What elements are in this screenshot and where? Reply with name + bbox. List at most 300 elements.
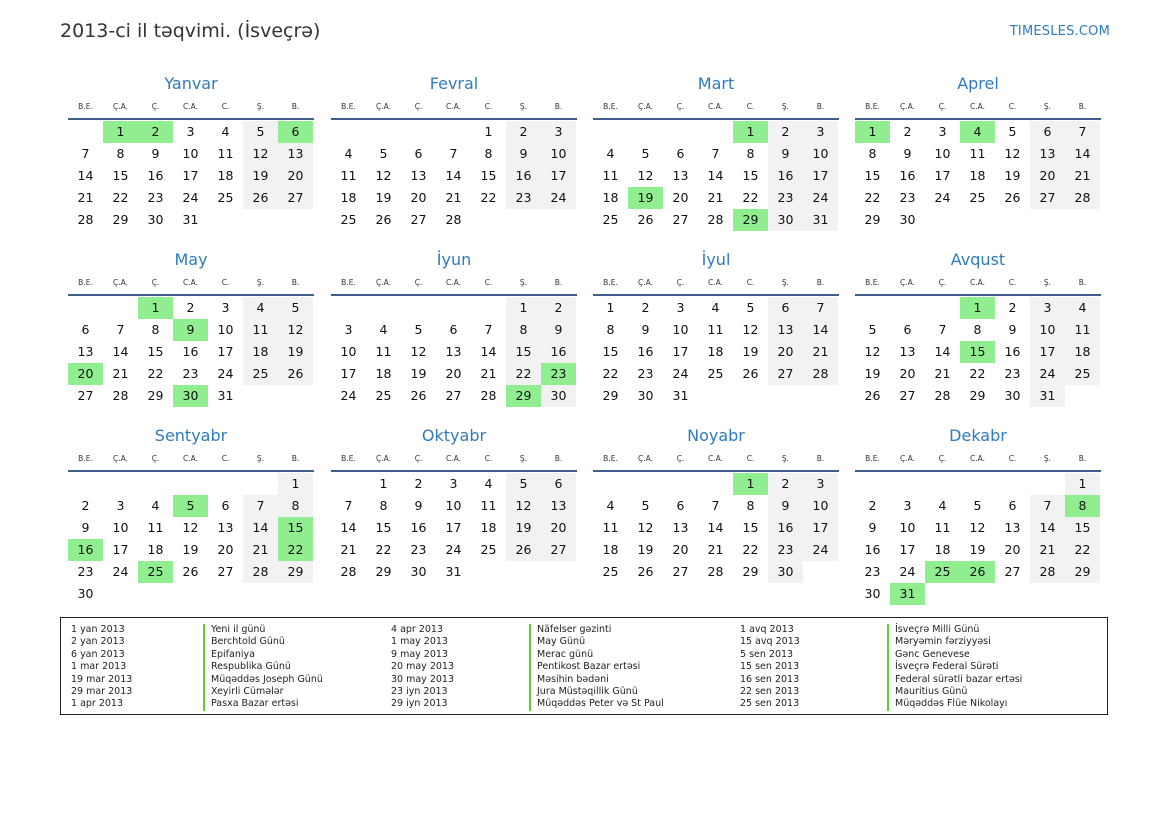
day-cell: 12: [1004, 146, 1021, 161]
holiday-day-cell: 29: [733, 209, 768, 231]
day-cell: 7: [81, 146, 90, 161]
day-cell: 25: [375, 388, 392, 403]
legend-date: 30 may 2013: [391, 673, 455, 685]
day-cell: 6: [221, 498, 230, 513]
day-cell: 6: [541, 473, 576, 495]
day-cell: 16: [1004, 344, 1021, 359]
day-cell: 4: [606, 498, 615, 513]
weekday-label: Ş.: [256, 454, 265, 463]
holiday-day-cell: 1: [138, 297, 173, 319]
weekday-label: C.A.: [969, 102, 985, 111]
day-cell: 24: [899, 564, 916, 579]
weekday-label: B.E.: [78, 102, 93, 111]
day-cell: 15: [375, 520, 392, 535]
weekday-label: Ç.A.: [899, 278, 915, 287]
day-cell: 5: [973, 498, 982, 513]
day-cell: 8: [379, 498, 388, 513]
day-cell: 4: [221, 124, 230, 139]
weekday-label: Ş.: [256, 278, 265, 287]
day-cell: 17: [672, 344, 689, 359]
day-cell: 29: [278, 561, 313, 583]
day-cell: 25: [1065, 363, 1100, 385]
day-cell: 6: [81, 322, 90, 337]
day-cell: 13: [768, 319, 803, 341]
day-cell: 26: [278, 363, 313, 385]
weekday-label: Ç.: [938, 278, 947, 287]
day-cell: 22: [480, 190, 497, 205]
day-cell: 11: [243, 319, 278, 341]
day-cell: 19: [1004, 168, 1021, 183]
holiday-legend: [60, 617, 1108, 715]
weekday-label: C.: [484, 278, 493, 287]
day-cell: 13: [410, 168, 427, 183]
weekday-label: Ç.A.: [637, 102, 653, 111]
day-cell: 14: [803, 319, 838, 341]
day-cell: 12: [243, 143, 278, 165]
weekday-label: B.: [554, 102, 563, 111]
day-cell: 22: [506, 363, 541, 385]
day-cell: 8: [116, 146, 125, 161]
day-cell: 29: [742, 564, 759, 579]
weekday-label: C.: [1008, 454, 1017, 463]
day-cell: 2: [414, 476, 423, 491]
day-cell: 30: [541, 385, 576, 407]
weekday-label: Ç.A.: [637, 454, 653, 463]
holiday-day-cell: 1: [733, 121, 768, 143]
legend-dates-col: [71, 624, 132, 711]
day-cell: 21: [934, 366, 951, 381]
day-cell: 8: [278, 495, 313, 517]
day-cell: 22: [602, 366, 619, 381]
day-cell: 21: [1065, 165, 1100, 187]
legend-date: 16 sen 2013: [740, 673, 800, 685]
holiday-day-cell: 29: [506, 385, 541, 407]
day-cell: 4: [151, 498, 160, 513]
holiday-day-cell: 1: [103, 121, 138, 143]
day-cell: 16: [147, 168, 164, 183]
day-cell: 27: [768, 363, 803, 385]
day-cell: 24: [672, 366, 689, 381]
day-cell: 21: [480, 366, 497, 381]
day-cell: 20: [410, 190, 427, 205]
day-cell: 21: [803, 341, 838, 363]
day-cell: 14: [243, 517, 278, 539]
weekday-label: Ş.: [781, 278, 790, 287]
day-cell: 30: [77, 586, 94, 601]
site-link[interactable]: TIMESLES.COM: [1009, 24, 1110, 39]
day-cell: 23: [768, 539, 803, 561]
legend-holiday-name: Respublika Günü: [211, 661, 291, 673]
month-divider: [855, 294, 1101, 296]
day-cell: 21: [340, 542, 357, 557]
day-cell: 1: [379, 476, 388, 491]
legend-holiday-name: Pentikost Bazar ertəsi: [537, 661, 641, 673]
day-cell: 22: [864, 190, 881, 205]
weekday-label: B.E.: [78, 454, 93, 463]
weekday-label: Ş.: [1043, 102, 1052, 111]
day-cell: 31: [217, 388, 234, 403]
weekday-label: B.: [1078, 102, 1087, 111]
day-cell: 16: [637, 344, 654, 359]
day-cell: 5: [1008, 124, 1017, 139]
day-cell: 12: [506, 495, 541, 517]
weekday-label: B.: [291, 454, 300, 463]
day-cell: 3: [344, 322, 353, 337]
day-cell: 30: [768, 209, 803, 231]
day-cell: 9: [641, 322, 650, 337]
legend-holiday-name: Yeni il günü: [211, 624, 266, 635]
day-cell: 7: [803, 297, 838, 319]
day-cell: 18: [480, 520, 497, 535]
day-cell: 25: [602, 564, 619, 579]
weekday-label: B.E.: [341, 454, 356, 463]
holiday-day-cell: 1: [733, 473, 768, 495]
month-divider: [593, 294, 839, 296]
day-cell: 10: [672, 322, 689, 337]
day-cell: 14: [112, 344, 129, 359]
legend-holiday-name: Merac günü: [537, 648, 594, 660]
weekday-label: C.A.: [445, 278, 461, 287]
day-cell: 2: [186, 300, 195, 315]
day-cell: 20: [445, 366, 462, 381]
day-cell: 17: [1030, 341, 1065, 363]
day-cell: 11: [480, 498, 497, 513]
weekday-label: C.A.: [445, 102, 461, 111]
day-cell: 11: [375, 344, 392, 359]
day-cell: 23: [768, 187, 803, 209]
day-cell: 10: [541, 143, 576, 165]
day-cell: 9: [768, 495, 803, 517]
legend-holiday-name: Müqəddəs Flüe Nikolayı: [895, 698, 1008, 710]
day-cell: 26: [637, 212, 654, 227]
day-cell: 25: [340, 212, 357, 227]
weekday-label: Ç.: [938, 102, 947, 111]
weekday-label: Ç.: [676, 102, 685, 111]
day-cell: 13: [445, 344, 462, 359]
weekday-label: C.A.: [707, 454, 723, 463]
holiday-day-cell: 19: [628, 187, 663, 209]
day-cell: 13: [1030, 143, 1065, 165]
weekday-label: C.: [221, 278, 230, 287]
day-cell: 18: [1065, 341, 1100, 363]
day-cell: 1: [1065, 473, 1100, 495]
weekday-label: Ş.: [519, 454, 528, 463]
day-cell: 19: [742, 344, 759, 359]
day-cell: 14: [445, 168, 462, 183]
day-cell: 12: [637, 520, 654, 535]
day-cell: 7: [1030, 495, 1065, 517]
day-cell: 20: [278, 165, 313, 187]
legend-date: 6 yan 2013: [71, 648, 125, 660]
day-cell: 20: [1004, 542, 1021, 557]
day-cell: 18: [602, 190, 619, 205]
legend-date: 1 apr 2013: [71, 698, 124, 710]
day-cell: 3: [938, 124, 947, 139]
day-cell: 31: [1030, 385, 1065, 407]
weekday-label: B.: [1078, 278, 1087, 287]
day-cell: 12: [742, 322, 759, 337]
day-cell: 11: [602, 520, 619, 535]
weekday-label: Ç.A.: [375, 102, 391, 111]
day-cell: 9: [414, 498, 423, 513]
day-cell: 2: [506, 121, 541, 143]
day-cell: 21: [1030, 539, 1065, 561]
day-cell: 2: [1008, 300, 1017, 315]
legend-holiday-name: Xeyirli Cümələr: [211, 686, 284, 698]
day-cell: 24: [217, 366, 234, 381]
day-cell: 28: [243, 561, 278, 583]
day-cell: 27: [899, 388, 916, 403]
day-cell: 3: [803, 121, 838, 143]
day-cell: 20: [541, 517, 576, 539]
day-cell: 30: [768, 561, 803, 583]
day-cell: 16: [506, 165, 541, 187]
day-cell: 4: [243, 297, 278, 319]
day-cell: 26: [1004, 190, 1021, 205]
legend-holiday-name: Jura Müstəqillik Günü: [537, 686, 638, 698]
day-cell: 8: [973, 322, 982, 337]
holiday-day-cell: 22: [278, 539, 313, 561]
day-cell: 14: [707, 520, 724, 535]
legend-holiday-name: Epifaniya: [211, 648, 255, 660]
day-cell: 15: [742, 168, 759, 183]
day-cell: 7: [938, 322, 947, 337]
day-cell: 12: [864, 344, 881, 359]
day-cell: 25: [217, 190, 234, 205]
legend-date: 19 mar 2013: [71, 673, 133, 685]
day-cell: 12: [410, 344, 427, 359]
legend-names-col: [203, 624, 323, 711]
legend-holiday-name: Məsihin bədəni: [537, 673, 609, 685]
weekday-label: B.: [291, 278, 300, 287]
day-cell: 11: [969, 146, 986, 161]
day-cell: 31: [182, 212, 199, 227]
day-cell: 12: [182, 520, 199, 535]
day-cell: 7: [711, 146, 720, 161]
day-cell: 15: [742, 520, 759, 535]
month-divider: [593, 118, 839, 120]
day-cell: 13: [217, 520, 234, 535]
holiday-day-cell: 1: [855, 121, 890, 143]
day-cell: 11: [217, 146, 234, 161]
day-cell: 21: [77, 190, 94, 205]
weekday-label: Ç.: [676, 454, 685, 463]
day-cell: 24: [112, 564, 129, 579]
weekday-label: Ş.: [519, 278, 528, 287]
day-cell: 23: [899, 190, 916, 205]
day-cell: 15: [1065, 517, 1100, 539]
day-cell: 23: [1004, 366, 1021, 381]
weekday-label: Ş.: [1043, 454, 1052, 463]
day-cell: 28: [707, 564, 724, 579]
day-cell: 9: [506, 143, 541, 165]
day-cell: 4: [606, 146, 615, 161]
day-cell: 9: [768, 143, 803, 165]
day-cell: 2: [768, 121, 803, 143]
day-cell: 5: [641, 146, 650, 161]
day-cell: 24: [803, 187, 838, 209]
day-cell: 13: [899, 344, 916, 359]
weekday-label: C.: [746, 278, 755, 287]
day-cell: 1: [506, 297, 541, 319]
weekday-label: B.: [816, 454, 825, 463]
legend-date: 9 may 2013: [391, 648, 448, 660]
holiday-day-cell: 16: [68, 539, 103, 561]
weekday-label: C.: [1008, 102, 1017, 111]
month-name: Fevral: [429, 74, 479, 93]
month-divider: [855, 470, 1101, 472]
day-cell: 9: [903, 146, 912, 161]
month-name: Oktyabr: [421, 426, 487, 445]
weekday-label: C.A.: [969, 454, 985, 463]
day-cell: 24: [1030, 363, 1065, 385]
day-cell: 18: [340, 190, 357, 205]
day-cell: 7: [116, 322, 125, 337]
legend-date: 1 avq 2013: [740, 624, 794, 635]
day-cell: 29: [969, 388, 986, 403]
weekday-label: C.: [1008, 278, 1017, 287]
day-cell: 23: [147, 190, 164, 205]
day-cell: 18: [602, 542, 619, 557]
month-name: Yanvar: [164, 74, 218, 93]
day-cell: 22: [742, 190, 759, 205]
day-cell: 10: [217, 322, 234, 337]
weekday-label: C.: [746, 102, 755, 111]
day-cell: 17: [541, 165, 576, 187]
day-cell: 16: [182, 344, 199, 359]
weekday-label: C.: [484, 454, 493, 463]
day-cell: 23: [864, 564, 881, 579]
weekday-label: C.A.: [445, 454, 461, 463]
month-divider: [593, 470, 839, 472]
day-cell: 24: [541, 187, 576, 209]
day-cell: 3: [541, 121, 576, 143]
legend-date: 1 yan 2013: [71, 624, 125, 635]
day-cell: 11: [340, 168, 357, 183]
weekday-label: C.A.: [707, 278, 723, 287]
month-name: May: [174, 250, 208, 269]
day-cell: 5: [868, 322, 877, 337]
day-cell: 10: [340, 344, 357, 359]
day-cell: 3: [186, 124, 195, 139]
day-cell: 22: [112, 190, 129, 205]
day-cell: 5: [243, 121, 278, 143]
day-cell: 17: [803, 165, 838, 187]
legend-holiday-name: Berchtold Günü: [211, 636, 285, 648]
weekday-label: B.E.: [341, 278, 356, 287]
weekday-label: C.: [221, 454, 230, 463]
legend-holiday-name: İsveçrə Federal Sürəti: [895, 661, 999, 673]
weekday-label: B.E.: [603, 278, 618, 287]
legend-date: 2 yan 2013: [71, 636, 125, 648]
day-cell: 3: [449, 476, 458, 491]
weekday-label: C.: [746, 454, 755, 463]
holiday-day-cell: 5: [173, 495, 208, 517]
day-cell: 2: [903, 124, 912, 139]
day-cell: 31: [445, 564, 462, 579]
holiday-day-cell: 20: [68, 363, 103, 385]
day-cell: 13: [77, 344, 94, 359]
day-cell: 20: [672, 542, 689, 557]
day-cell: 5: [746, 300, 755, 315]
holiday-day-cell: 2: [138, 121, 173, 143]
day-cell: 19: [243, 165, 278, 187]
day-cell: 24: [340, 388, 357, 403]
weekday-label: Ç.: [414, 102, 423, 111]
day-cell: 26: [182, 564, 199, 579]
day-cell: 20: [768, 341, 803, 363]
day-cell: 30: [410, 564, 427, 579]
day-cell: 26: [243, 187, 278, 209]
day-cell: 22: [1065, 539, 1100, 561]
day-cell: 10: [112, 520, 129, 535]
month-name: Aprel: [957, 74, 999, 93]
day-cell: 10: [803, 143, 838, 165]
day-cell: 5: [278, 297, 313, 319]
day-cell: 6: [903, 322, 912, 337]
day-cell: 6: [449, 322, 458, 337]
day-cell: 4: [1065, 297, 1100, 319]
legend-date: 29 mar 2013: [71, 686, 133, 698]
day-cell: 13: [672, 520, 689, 535]
day-cell: 28: [112, 388, 129, 403]
day-cell: 13: [1004, 520, 1021, 535]
weekday-label: B.: [1078, 454, 1087, 463]
day-cell: 17: [340, 366, 357, 381]
day-cell: 13: [541, 495, 576, 517]
weekday-label: Ç.: [414, 278, 423, 287]
legend-holiday-name: Näfelser gəzinti: [537, 624, 612, 635]
day-cell: 19: [969, 542, 986, 557]
weekday-label: B.E.: [865, 278, 880, 287]
weekday-label: C.A.: [969, 278, 985, 287]
holiday-day-cell: 4: [960, 121, 995, 143]
month-name: Sentyabr: [154, 426, 228, 445]
day-cell: 20: [217, 542, 234, 557]
day-cell: 14: [77, 168, 94, 183]
day-cell: 27: [672, 212, 689, 227]
day-cell: 25: [969, 190, 986, 205]
day-cell: 26: [410, 388, 427, 403]
day-cell: 17: [112, 542, 129, 557]
day-cell: 8: [868, 146, 877, 161]
day-cell: 13: [278, 143, 313, 165]
day-cell: 12: [278, 319, 313, 341]
holiday-day-cell: 25: [138, 561, 173, 583]
day-cell: 7: [449, 146, 458, 161]
month-name: Dekabr: [949, 426, 1007, 445]
day-cell: 11: [934, 520, 951, 535]
legend-dates-col: [740, 624, 800, 711]
day-cell: 4: [379, 322, 388, 337]
day-cell: 11: [147, 520, 164, 535]
holiday-day-cell: 25: [925, 561, 960, 583]
day-cell: 11: [1065, 319, 1100, 341]
day-cell: 14: [480, 344, 497, 359]
page-title: 2013-ci il təqvimi. (İsveçrə): [60, 20, 321, 42]
day-cell: 10: [934, 146, 951, 161]
day-cell: 21: [707, 190, 724, 205]
day-cell: 10: [445, 498, 462, 513]
day-cell: 26: [742, 366, 759, 381]
day-cell: 27: [278, 187, 313, 209]
day-cell: 19: [278, 341, 313, 363]
day-cell: 18: [375, 366, 392, 381]
day-cell: 29: [1065, 561, 1100, 583]
day-cell: 14: [1065, 143, 1100, 165]
weekday-label: Ç.: [151, 278, 160, 287]
day-cell: 18: [243, 341, 278, 363]
